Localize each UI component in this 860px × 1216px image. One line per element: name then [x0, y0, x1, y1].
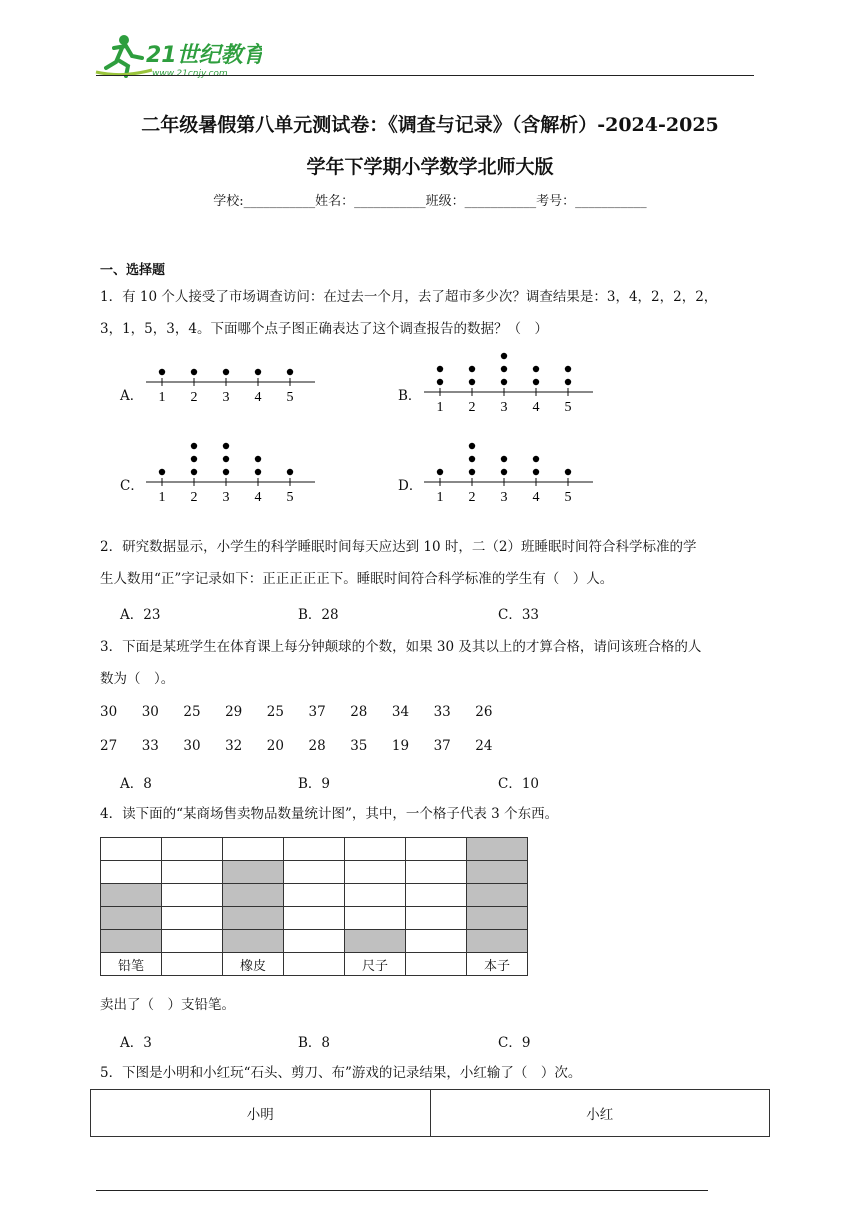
title-line-2: 学年下学期小学数学北师大版	[306, 156, 554, 178]
grid-cell	[284, 838, 345, 861]
question-3-line-1: 3．下面是某班学生在体育课上每分钟颠球的个数，如果 30 及其以上的才算合格，请问该班合格的人	[100, 639, 702, 655]
data-dot	[469, 379, 475, 385]
grid-cell	[162, 953, 223, 976]
data-value: 30	[141, 704, 159, 720]
tick-label: 3	[222, 390, 230, 405]
question-4-option-a: A．3	[120, 1035, 152, 1051]
grid-cell	[467, 907, 528, 930]
dot-plot-a	[140, 340, 320, 410]
tick-label: 3	[500, 400, 508, 415]
grid-cell	[162, 884, 223, 907]
category-label: 本子	[467, 953, 528, 976]
question-4-option-c: C．9	[498, 1035, 531, 1051]
category-label: 铅笔	[101, 953, 162, 976]
grid-cell	[345, 884, 406, 907]
data-dot	[223, 443, 229, 449]
grid-cell	[284, 953, 345, 976]
grid-cell	[406, 953, 467, 976]
data-value: 37	[433, 738, 451, 754]
question-2-option-c: C．33	[498, 607, 540, 623]
grid-cell	[406, 884, 467, 907]
data-value: 29	[225, 704, 243, 720]
tick-label: 4	[532, 400, 540, 415]
data-dot	[255, 469, 261, 475]
question-2-line-1: 2．研究数据显示，小学生的科学睡眠时间每天应达到 10 时，二（2）班睡眠时间符合科学标准的学	[100, 539, 697, 555]
data-value: 30	[183, 738, 201, 754]
question-1-line-1: 1．有 10 个人接受了市场调查访问：在过去一个月，去了超市多少次？调查结果是：3，4，2，2，2，	[100, 289, 718, 305]
grid-cell	[223, 884, 284, 907]
data-dot	[533, 379, 539, 385]
data-value: 33	[433, 704, 451, 720]
data-value: 20	[266, 738, 284, 754]
data-value: 26	[475, 704, 493, 720]
data-dot	[469, 443, 475, 449]
title-line-1: 二年级暑假第八单元测试卷：《调查与记录》（含解析）-2024-2025	[141, 114, 719, 136]
question-4-line-1: 4．读下面的“某商场售卖物品数量统计图”，其中，一个格子代表 3 个东西。	[100, 806, 559, 822]
grid-cell	[284, 907, 345, 930]
grid-cell	[345, 907, 406, 930]
tick-label: 2	[190, 390, 198, 405]
grid-cell	[406, 861, 467, 884]
data-dot	[191, 469, 197, 475]
question-2-option-a: A．23	[120, 607, 161, 623]
data-dot	[501, 456, 507, 462]
sales-grid-chart	[100, 837, 528, 976]
runner-icon	[96, 35, 152, 76]
rps-record-table	[90, 1089, 770, 1137]
header-rule	[96, 75, 754, 76]
data-dot	[501, 469, 507, 475]
category-label: 尺子	[345, 953, 406, 976]
tick-label: 4	[254, 390, 262, 405]
grid-cell	[284, 930, 345, 953]
plot-a-label: A．	[120, 388, 144, 404]
data-dot	[501, 353, 507, 359]
grid-cell	[101, 907, 162, 930]
tick-label: 5	[286, 390, 294, 405]
data-dot	[223, 469, 229, 475]
dot-plot-b	[418, 340, 598, 420]
tick-label: 1	[436, 490, 444, 505]
data-value: 28	[308, 738, 326, 754]
student-info-line: 学校:___________姓名：___________班级：___________考号：___________	[213, 194, 647, 209]
data-value: 19	[391, 738, 410, 754]
grid-cell	[345, 930, 406, 953]
data-dot	[255, 369, 261, 375]
question-1-line-2: 3，1，5，3，4。下面哪个点子图正确表达了这个调查报告的数据？（ ）	[100, 321, 548, 337]
question-2-line-2: 生人数用“正”字记录如下：正正正正正下。睡眠时间符合科学标准的学生有（ ）人。	[100, 571, 614, 587]
tick-label: 1	[436, 400, 444, 415]
data-dot	[437, 379, 443, 385]
tick-label: 5	[286, 490, 294, 505]
tick-label: 2	[190, 490, 198, 505]
dot-plot-d	[418, 430, 598, 510]
logo	[92, 32, 262, 80]
data-dot	[565, 469, 571, 475]
grid-cell	[223, 907, 284, 930]
header-xiaoming: 小明	[91, 1090, 431, 1137]
question-4-option-b: B．8	[298, 1035, 331, 1051]
grid-cell	[345, 861, 406, 884]
data-value: 35	[350, 738, 368, 754]
data-dot	[469, 366, 475, 372]
grid-cell	[406, 838, 467, 861]
grid-cell	[223, 838, 284, 861]
data-dot	[565, 379, 571, 385]
question-2-option-b: B．28	[298, 607, 339, 623]
data-dot	[501, 379, 507, 385]
dot-plot-c	[140, 430, 320, 510]
tick-label: 2	[468, 400, 476, 415]
question-3-option-a: A．8	[120, 776, 152, 792]
tick-label: 3	[222, 490, 230, 505]
data-dot	[501, 366, 507, 372]
grid-cell	[101, 838, 162, 861]
plot-c-label: C．	[120, 478, 144, 494]
header-xiaohong: 小红	[430, 1090, 770, 1137]
data-value: 33	[141, 738, 159, 754]
data-dot	[437, 366, 443, 372]
data-dot	[223, 369, 229, 375]
grid-cell	[345, 838, 406, 861]
grid-cell	[162, 930, 223, 953]
data-dot	[223, 456, 229, 462]
question-3-option-c: C．10	[498, 776, 540, 792]
grid-cell	[406, 930, 467, 953]
question-5-line-1: 5．下图是小明和小红玩“石头、剪刀、布”游戏的记录结果，小红输了（ ）次。	[100, 1065, 582, 1081]
data-dot	[159, 369, 165, 375]
question-3-option-b: B．9	[298, 776, 331, 792]
data-value: 32	[225, 738, 243, 754]
svg-text:www.21cnjy.com: www.21cnjy.com	[152, 69, 228, 79]
grid-cell	[406, 907, 467, 930]
grid-cell	[162, 838, 223, 861]
grid-cell	[101, 884, 162, 907]
plot-b-label: B．	[398, 388, 422, 404]
question-3-line-2: 数为（ ）。	[100, 671, 175, 687]
data-dot	[565, 366, 571, 372]
data-value: 37	[308, 704, 326, 720]
tick-label: 5	[564, 490, 572, 505]
data-dot	[469, 469, 475, 475]
data-dot	[159, 469, 165, 475]
tick-label: 2	[468, 490, 476, 505]
data-dot	[287, 369, 293, 375]
grid-cell	[467, 838, 528, 861]
tick-label: 5	[564, 400, 572, 415]
plot-d-label: D．	[398, 478, 423, 494]
section-heading: 一、选择题	[100, 263, 166, 278]
grid-cell	[467, 930, 528, 953]
footer-rule	[96, 1190, 708, 1191]
data-dot	[191, 369, 197, 375]
data-dot	[191, 456, 197, 462]
tick-label: 3	[500, 490, 508, 505]
tick-label: 1	[158, 390, 166, 405]
data-dot	[437, 469, 443, 475]
grid-cell	[101, 930, 162, 953]
grid-cell	[223, 861, 284, 884]
data-value: 27	[100, 738, 118, 754]
category-label: 橡皮	[223, 953, 284, 976]
grid-cell	[284, 884, 345, 907]
data-value: 24	[475, 738, 493, 754]
tick-label: 1	[158, 490, 166, 505]
data-value: 28	[350, 704, 368, 720]
data-dot	[469, 456, 475, 462]
grid-cell	[162, 907, 223, 930]
data-value: 34	[391, 704, 410, 720]
data-dot	[533, 366, 539, 372]
grid-cell	[101, 861, 162, 884]
data-value: 25	[183, 704, 201, 720]
question-4-line-2: 卖出了（ ）支铅笔。	[100, 997, 235, 1013]
grid-cell	[162, 861, 223, 884]
grid-cell	[467, 884, 528, 907]
data-dot	[533, 456, 539, 462]
data-dot	[533, 469, 539, 475]
tick-label: 4	[254, 490, 262, 505]
data-dot	[191, 443, 197, 449]
svg-text:21世纪教育: 21世纪教育	[146, 43, 262, 68]
data-value: 30	[100, 704, 118, 720]
data-dot	[255, 456, 261, 462]
grid-cell	[284, 861, 345, 884]
data-value: 25	[266, 704, 284, 720]
grid-cell	[223, 930, 284, 953]
tick-label: 4	[532, 490, 540, 505]
grid-cell	[467, 861, 528, 884]
data-dot	[287, 469, 293, 475]
